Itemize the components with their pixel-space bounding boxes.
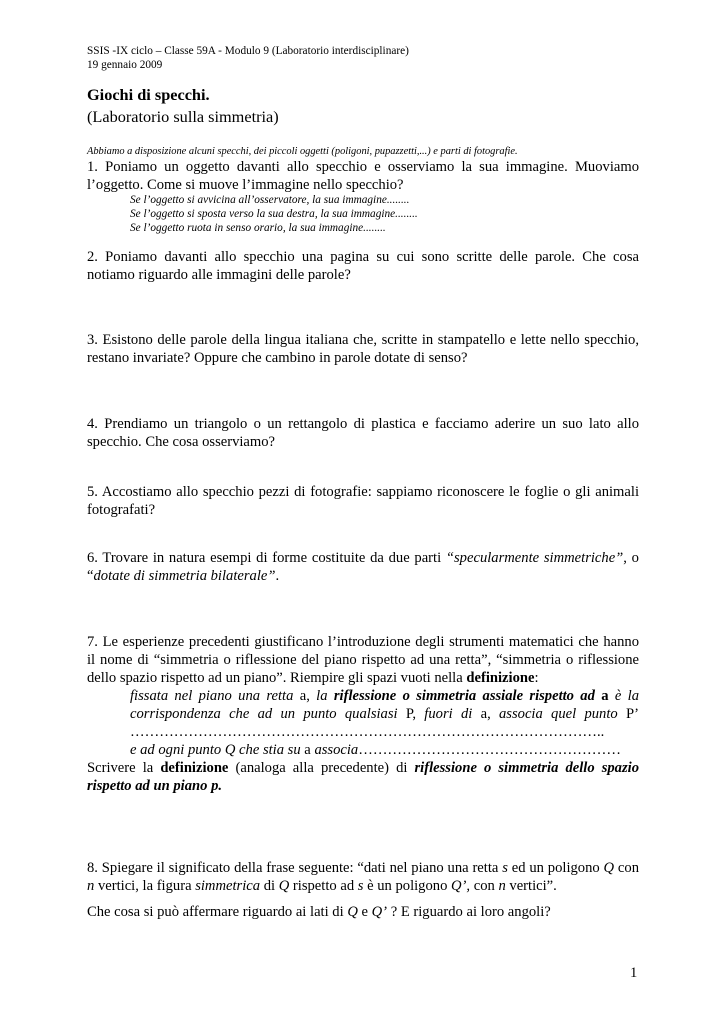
q7-def-line-2: corrispondenza che ad un punto qualsiasi P, fuori di a, associa quel punto P’ [130, 706, 639, 722]
q2-line-2: notiamo riguardo alle immagini delle parole? [87, 267, 351, 283]
q8-followup [87, 903, 639, 921]
question-4 [87, 415, 639, 451]
q7-definition [130, 687, 639, 759]
q4-line-2: specchio. Che cosa osserviamo? [87, 434, 276, 450]
q1-line-1: 1. Poniamo un oggetto davanti allo specchio e osserviamo la sua immagine. Muoviamo [87, 159, 639, 175]
header-line-1: SSIS -IX ciclo – Classe 59A - Modulo 9 (Laboratorio interdisciplinare) [87, 45, 409, 57]
q7-def-line-1: fissata nel piano una retta a, la riflessione o simmetria assiale rispetto ad a è la [130, 688, 639, 704]
q6-line-2: “dotate di simmetria bilaterale”. [87, 568, 280, 584]
q7-line-3: dello spazio rispetto ad un piano”. Riempire gli spazi vuoti nella definizione: [87, 670, 539, 686]
q3-line-1: 3. Esistono delle parole della lingua italiana che, scritte in stampatello e lette nello specchio, [87, 332, 639, 348]
q7-line-1: 7. Le esperienze precedenti giustificano l’introduzione degli strumenti matematici che hanno [87, 634, 639, 650]
question-3 [87, 331, 639, 367]
document-subtitle: (Laboratorio sulla simmetria) [87, 107, 279, 126]
question-5 [87, 483, 639, 519]
q1-sub-3: Se l’oggetto ruota in senso orario, la sua immagine........ [130, 222, 386, 234]
question-1 [87, 158, 639, 194]
page-number: 1 [630, 965, 638, 981]
question-7 [87, 633, 639, 687]
q8-line-3: Che cosa si può affermare riguardo ai lati di Q e Q’ ? E riguardo ai loro angoli? [87, 904, 551, 920]
q4-line-1: 4. Prendiamo un triangolo o un rettangolo di plastica e facciamo aderire un suo lato allo [87, 416, 639, 432]
q6-line-1: 6. Trovare in natura esempi di forme costituite da due parti “specularmente simmetriche”, o [87, 550, 639, 566]
q5-line-2: fotografati? [87, 502, 156, 518]
q5-line-1: 5. Accostiamo allo specchio pezzi di fotografie: sappiamo riconoscere le foglie o gli animali [87, 484, 639, 500]
q7-line-2: il nome di “simmetria o riflessione del piano rispetto ad una retta”, “simmetria o riflessione [87, 652, 639, 668]
question-6 [87, 549, 639, 585]
q1-sub-1: Se l’oggetto si avvicina all’osservatore, la sua immagine........ [130, 194, 410, 206]
q7-write-line-1: Scrivere la definizione (analoga alla precedente) di riflessione o simmetria dello spazio [87, 760, 640, 776]
q8-line-1: 8. Spiegare il significato della frase seguente: “dati nel piano una retta s ed un poligono Q con [87, 860, 639, 876]
q7-write-prompt [87, 759, 639, 795]
header-date: 19 gennaio 2009 [87, 59, 163, 71]
question-2 [87, 248, 639, 284]
q7-def-line-4: e ad ogni punto Q che stia su a associa……………………………………………… [130, 742, 621, 758]
document-title: Giochi di specchi. [87, 85, 210, 104]
intro-text: Abbiamo a disposizione alcuni specchi, dei piccoli oggetti (poligoni, pupazzetti,...) e parti di fotografie. [87, 146, 518, 157]
q7-write-line-2: rispetto ad un piano p. [87, 778, 223, 794]
q1-line-2: l’oggetto. Come si muove l’immagine nello specchio? [87, 177, 404, 193]
q7-def-line-3: …………………………………………………………………………………….. [130, 724, 605, 740]
q8-line-2: n vertici, la figura simmetrica di Q rispetto ad s è un poligono Q’, con n vertici”. [87, 878, 557, 894]
q1-sub-2: Se l’oggetto si sposta verso la sua destra, la sua immagine........ [130, 208, 418, 220]
q3-line-2: restano invariate? Oppure che cambino in parole dotate di senso? [87, 350, 468, 366]
question-8 [87, 859, 639, 895]
q2-line-1: 2. Poniamo davanti allo specchio una pagina su cui sono scritte delle parole. Che cosa [87, 249, 639, 265]
